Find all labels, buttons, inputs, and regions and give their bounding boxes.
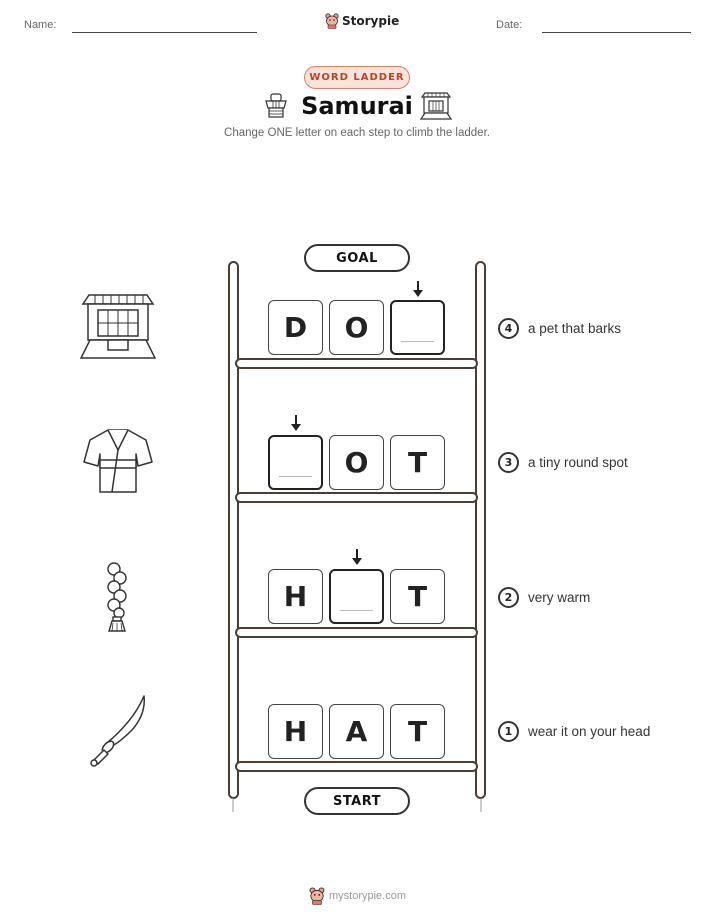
brand-name: Storypie — [342, 14, 400, 28]
blank-letter-input[interactable] — [329, 569, 384, 624]
arrow-down-icon — [350, 548, 364, 566]
clue-2 — [498, 587, 590, 608]
activity-badge: WORD LADDER — [304, 66, 410, 89]
clue-text: wear it on your head — [528, 724, 651, 739]
ladder-rung — [236, 762, 477, 771]
clue-4 — [498, 318, 621, 339]
clue-1 — [498, 721, 650, 742]
goal-label: GOAL — [304, 244, 410, 272]
letter-tile: O — [329, 300, 384, 355]
bear-logo-icon — [309, 887, 325, 905]
start-label: START — [304, 787, 410, 815]
letter-tile: D — [268, 300, 323, 355]
letter-tile: O — [329, 435, 384, 490]
castle-gate-icon — [80, 292, 156, 362]
letter-tile: T — [390, 569, 445, 624]
clue-text: a pet that barks — [528, 321, 622, 336]
step-number: 3 — [498, 452, 519, 473]
katana-icon — [88, 694, 148, 768]
clue-3 — [498, 452, 628, 473]
blank-letter-input[interactable] — [268, 435, 323, 490]
clue-text: a tiny round spot — [528, 455, 628, 470]
ladder-left-rail — [229, 262, 238, 798]
footer — [309, 887, 406, 905]
letter-tile: A — [329, 704, 384, 759]
ladder-rung — [236, 493, 477, 502]
braid-icon — [104, 561, 130, 633]
ladder-rung — [236, 628, 477, 637]
step-number: 4 — [498, 318, 519, 339]
page-title: Samurai — [301, 92, 413, 120]
name-label: Name: — [24, 19, 57, 31]
letter-tile: T — [390, 435, 445, 490]
blank-letter-input[interactable] — [390, 300, 445, 355]
ladder-rung — [236, 359, 477, 368]
step-number: 1 — [498, 721, 519, 742]
clue-text: very warm — [528, 590, 591, 605]
letter-tile: H — [268, 704, 323, 759]
letter-tile: H — [268, 569, 323, 624]
arrow-down-icon — [289, 414, 303, 432]
letter-tile: T — [390, 704, 445, 759]
step-number: 2 — [498, 587, 519, 608]
date-label: Date: — [496, 19, 523, 31]
footer-site[interactable]: mystorypie.com — [329, 890, 407, 902]
ladder-right-rail — [476, 262, 485, 798]
arrow-down-icon — [411, 280, 425, 298]
instructions: Change ONE letter on each step to climb the ladder. — [224, 127, 490, 139]
kimono-icon — [82, 426, 154, 496]
